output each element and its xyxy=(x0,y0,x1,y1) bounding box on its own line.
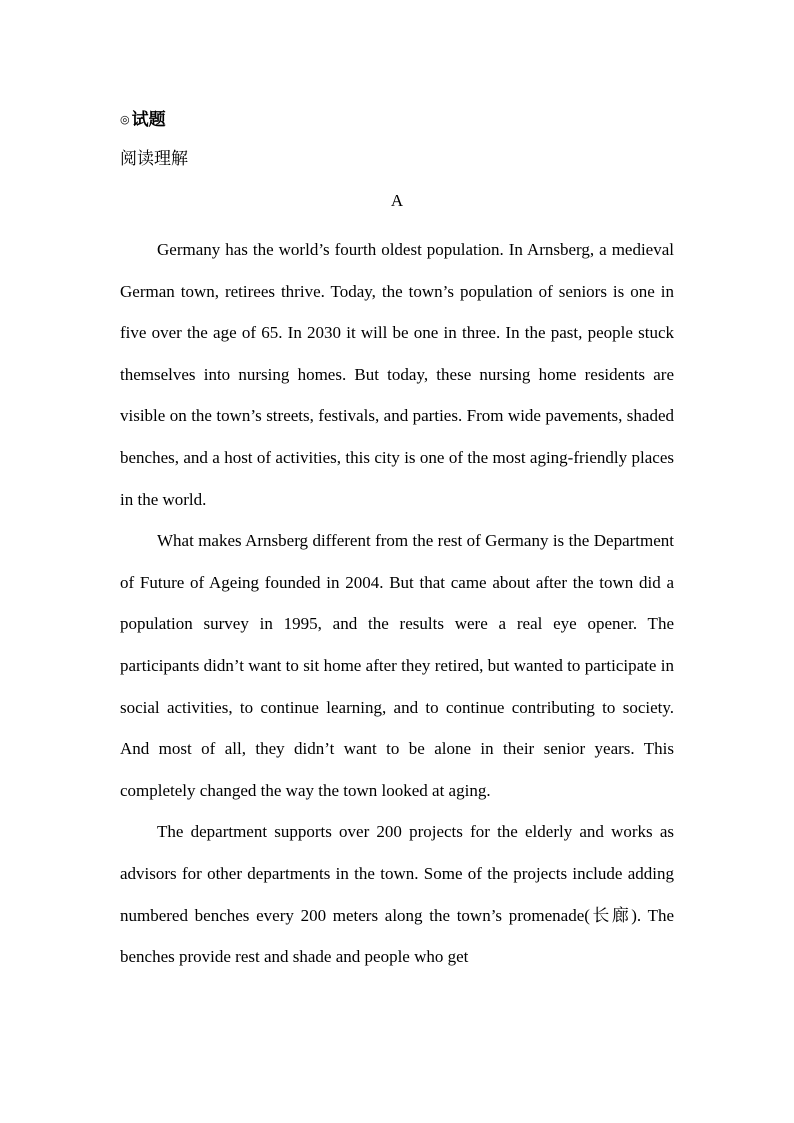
question-label: 试题 xyxy=(131,110,166,130)
passage-letter: A xyxy=(390,191,404,210)
passage-body xyxy=(120,229,674,978)
paragraph: The department supports over 200 projects for the elderly and works as advisors for other departments in the town. Some of the projects include adding numbered benches every 200 meters along the town’s promenade(长廊). The benches provide rest and shade and people who get xyxy=(120,822,674,967)
paragraph: What makes Arnsberg different from the rest of Germany is the Department of Future of Ageing founded in 2004. But that came about after the town did a population survey in 1995, and the results were a real eye opener. The participants didn’t want to sit home after they retired, but wanted to participate in social activities, to continue learning, and to continue contributing to society. And most of all, they didn’t want to be alone in their senior years. This completely changed the way the town looked at aging. xyxy=(120,531,674,800)
section-title: 阅读理解 xyxy=(120,149,188,169)
question-heading xyxy=(120,108,166,132)
bullseye-icon: ◎ xyxy=(120,113,130,126)
paragraph: Germany has the world’s fourth oldest population. In Arnsberg, a medieval German town, retirees thrive. Today, the town’s population of seniors is one in five over the age of 65. In 2030 it will be one in three. In the past, people stuck themselves into nursing homes. But today, these nursing home residents are visible on the town’s streets, festivals, and parties. From wide pavements, shaded benches, and a host of activities, this city is one of the most aging-friendly places in the world. xyxy=(120,240,674,509)
